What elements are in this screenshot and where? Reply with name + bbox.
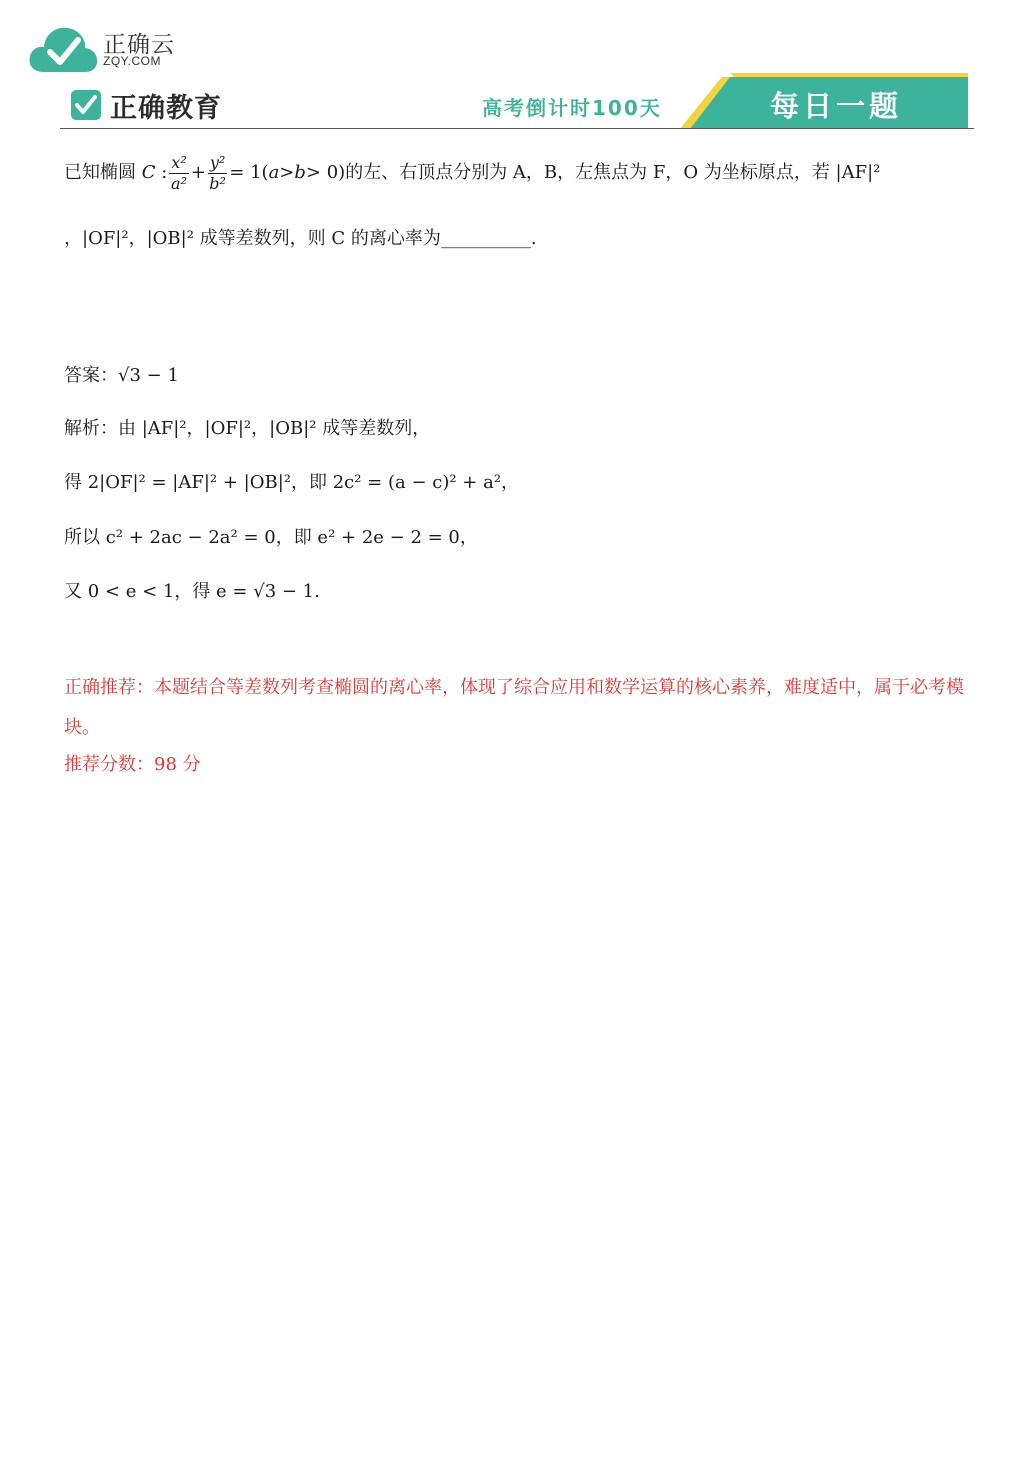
question-suffix: 的左、右顶点分别为 A，B，左焦点为 F，O 为坐标原点，若 |AF|²	[345, 162, 881, 183]
countdown-text: 高考倒计时100天	[482, 96, 662, 120]
edu-brand-title: 正确教育	[110, 93, 222, 124]
answer-line: 答案：√3 − 1	[64, 365, 179, 386]
question-prefix: 已知椭圆	[64, 162, 136, 183]
solution-line: 所以 c² + 2ac − 2a² = 0，即 e² + 2e − 2 = 0，	[64, 527, 478, 548]
header-divider	[60, 128, 974, 129]
solution-line: 得 2|OF|² = |AF|² + |OB|²，即 2c² = (a − c)² + a²，	[64, 472, 520, 493]
solution-line: 解析：由 |AF|²，|OF|²，|OB|² 成等差数列，	[64, 418, 431, 439]
ellipse-equation: C : $\frac{\text{x²}}{\text{a²}}$ + $\frac{\text{y²}}{\text{b²}}$ = 1( a > b > 0)	[136, 152, 346, 193]
question-line-2: ，|OF|²，|OB|² 成等差数列，则 C 的离心率为__________.	[64, 228, 537, 249]
brand-name: 正确云	[103, 32, 175, 58]
brand-domain: ZQY.COM	[103, 54, 161, 68]
solution-line: 又 0 < e < 1，得 e = √3 − 1.	[64, 581, 320, 602]
cloud-check-logo-icon	[28, 22, 98, 74]
banner-label: 每日一题	[770, 89, 903, 123]
check-box-logo-icon	[70, 89, 102, 121]
recommendation-text: 正确推荐：本题结合等差数列考查椭圆的离心率，体现了综合应用和数学运算的核心素养，难度适中，属于必考模块。	[64, 677, 964, 738]
recommendation-score: 推荐分数：98 分	[64, 754, 201, 775]
question-line-1	[64, 150, 880, 196]
